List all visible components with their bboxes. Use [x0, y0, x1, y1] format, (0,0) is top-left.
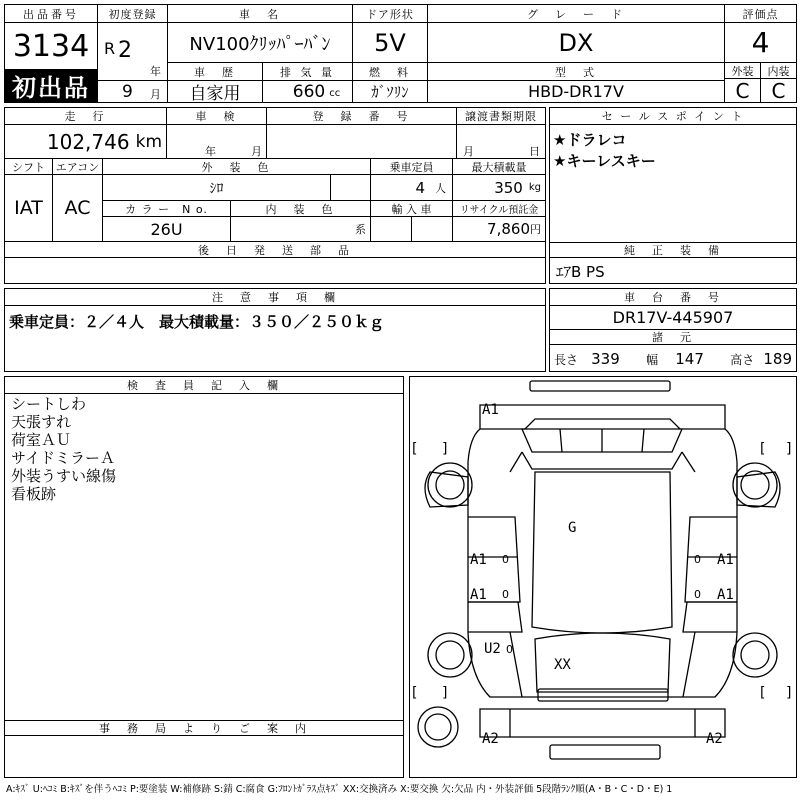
recycle-cell	[453, 217, 545, 242]
bracket-left-2: [	[760, 441, 766, 457]
notice-box	[4, 288, 546, 372]
transfer-label: 譲渡書類期限	[457, 108, 545, 125]
displacement-value: 660	[292, 81, 326, 102]
mileage-cell	[5, 125, 167, 159]
seats-value: 4	[415, 178, 425, 197]
header-table	[4, 4, 797, 103]
height-group	[730, 349, 792, 368]
first-listing-badge: 初出品	[5, 69, 98, 102]
inspection-cell	[167, 125, 267, 159]
seats-unit: 人	[435, 181, 446, 195]
inspector-line-4: サイドミラーＡ	[11, 449, 115, 467]
int-grade: C	[771, 79, 786, 102]
bracket-right-1: ]	[442, 441, 448, 457]
ext-label: 外装	[725, 63, 761, 79]
int-label: 内装	[761, 63, 796, 79]
office-label: 事 務 局 よ り ご 案 内	[5, 720, 403, 736]
mark-left-rear-door: A1	[470, 587, 487, 603]
recycle-label: リサイクル預託金	[453, 201, 545, 217]
colorno-label: カ ラ ー N o.	[103, 201, 231, 217]
transfer-cell	[457, 125, 545, 159]
inspection-year-unit: 年	[205, 145, 216, 158]
displacement-cell	[263, 81, 353, 102]
plate-label: 登 録 番 号	[267, 108, 457, 125]
interior-label: 内 装 色	[231, 201, 371, 217]
interior-unit: 系	[355, 223, 366, 236]
color-spare	[331, 175, 371, 201]
fuel-value: ｶﾞｿﾘﾝ	[353, 81, 428, 102]
mark-roof: G	[568, 520, 577, 536]
mark-right-front-door: A1	[717, 552, 734, 568]
score-label: 評価点	[725, 5, 796, 23]
bracket-left-3: [	[412, 685, 418, 701]
door-marker-lr: 0	[502, 588, 509, 601]
history-value: 自家用	[168, 81, 263, 102]
ac-value: AC	[53, 175, 103, 242]
seats-cell	[371, 175, 453, 201]
inspector-line-5: 外装うすい線傷	[11, 467, 117, 485]
length-value: 339	[591, 349, 620, 368]
door-marker-lf: 0	[502, 553, 509, 566]
transfer-day-unit: 日	[529, 145, 540, 158]
bracket-right-4: ]	[786, 685, 792, 701]
colorno-value: 26U	[103, 217, 231, 242]
reg-label: 初度登録	[98, 5, 168, 23]
ac-label: エアコン	[53, 159, 103, 175]
equip-value: ｴｱB PS	[556, 263, 605, 281]
grade-label: グ レ ー ド	[428, 5, 725, 23]
ext-grade: C	[725, 79, 761, 102]
inspector-line-2: 天張すれ	[11, 413, 72, 431]
specs-table	[4, 107, 546, 284]
doors-label: ドア形状	[353, 5, 428, 23]
mark-rear-glass: XX	[554, 657, 571, 673]
width-label: 幅	[646, 352, 659, 367]
reg-month: 9	[122, 82, 133, 102]
sales-points	[549, 107, 797, 284]
recycle-unit: 円	[530, 223, 541, 236]
delivery-value	[5, 258, 545, 283]
name-label: 車 名	[168, 5, 353, 23]
notice-text: 乗車定員：２／４人 最大積載量：３５０／２５０ｋｇ	[9, 313, 385, 331]
load-cell	[453, 175, 545, 201]
recycle-value: 7,860	[487, 220, 530, 238]
length-group	[554, 349, 620, 368]
inspector-box	[4, 376, 404, 778]
height-label: 高さ	[730, 352, 755, 367]
sales-label: セ ー ル ス ポ イ ン ト	[550, 108, 796, 125]
car-outline-diagram	[410, 377, 795, 776]
load-value: 350	[494, 178, 523, 197]
plate-value	[267, 125, 457, 159]
bracket-left-4: [	[760, 685, 766, 701]
reg-year-unit: 年	[150, 65, 161, 78]
sales-point-1: ★ドラレコ	[553, 131, 627, 149]
inspector-line-6: 看板跡	[11, 485, 57, 503]
reg-cell	[98, 23, 168, 81]
length-label: 長さ	[554, 352, 579, 367]
doors-value: 5V	[353, 23, 428, 63]
inspection-month-unit: 月	[251, 145, 262, 158]
bracket-right-3: ]	[442, 685, 448, 701]
reg-month-unit: 月	[150, 88, 161, 101]
mark-rear-right: A2	[706, 731, 723, 747]
import-b	[412, 217, 453, 242]
model-code: HBD-DR17V	[428, 81, 725, 102]
dims-label: 諸 元	[550, 330, 796, 345]
door-marker-rr: 0	[694, 588, 701, 601]
shift-value: IAT	[5, 175, 53, 242]
notice-label: 注 意 事 項 欄	[5, 289, 545, 306]
load-label: 最大積載量	[453, 159, 545, 175]
lot-number: 3134	[5, 23, 98, 69]
interior-cell	[231, 217, 371, 242]
door-marker-rf: 0	[694, 553, 701, 566]
chassis-box	[549, 288, 797, 372]
inspection-label: 車 検	[167, 108, 267, 125]
door-marker-lq: 0	[506, 643, 513, 656]
reg-year: 2	[118, 38, 132, 63]
load-unit: kg	[528, 182, 541, 193]
bracket-right-2: ]	[786, 441, 792, 457]
height-value: 189	[763, 349, 792, 368]
equip-label: 純 正 装 備	[550, 242, 796, 258]
reg-era: R	[104, 39, 116, 58]
chassis-label: 車 台 番 号	[550, 289, 796, 306]
model-label: 型 式	[428, 63, 725, 81]
lot-label: 出品番号	[5, 5, 98, 23]
dims-row	[550, 345, 796, 371]
grade-value: DX	[428, 23, 725, 63]
width-value: 147	[675, 349, 704, 368]
inspector-line-1: シートしわ	[11, 395, 87, 413]
transfer-month-unit: 月	[463, 145, 474, 158]
mileage-unit: km	[135, 131, 162, 152]
shift-label: シフト	[5, 159, 53, 175]
chassis-number: DR17V-445907	[550, 306, 796, 330]
inspector-label: 検 査 員 記 入 欄	[5, 377, 403, 394]
width-group	[646, 349, 704, 368]
bracket-left-1: [	[412, 441, 418, 457]
color-value: ｼﾛ	[103, 175, 331, 201]
delivery-label: 後 日 発 送 部 品	[5, 242, 545, 258]
sales-point-2: ★キーレスキー	[553, 152, 656, 170]
import-label: 輸 入 車	[371, 201, 453, 217]
displacement-unit: cc	[329, 88, 341, 99]
mark-left-front-door: A1	[470, 552, 487, 568]
inspector-line-3: 荷室ＡＵ	[11, 431, 72, 449]
mark-left-quarter: U2	[484, 641, 501, 657]
mileage-value: 102,746	[46, 129, 130, 154]
mark-front: A1	[482, 402, 499, 418]
displacement-label: 排 気 量	[263, 63, 353, 81]
mark-right-rear-door: A1	[717, 587, 734, 603]
car-name: NV100ｸﾘｯﾊﾟｰﾊﾞﾝ	[168, 23, 353, 63]
score-value: 4	[725, 23, 796, 63]
car-diagram	[409, 376, 797, 778]
mileage-label: 走 行	[5, 108, 167, 125]
mark-rear-left: A2	[482, 731, 499, 747]
color-label: 外 装 色	[103, 159, 371, 175]
reg-month-cell	[98, 81, 168, 102]
history-label: 車 歴	[168, 63, 263, 81]
fuel-label: 燃 料	[353, 63, 428, 81]
import-a	[371, 217, 412, 242]
legend: A:ｷｽﾞ U:ﾍｺﾐ B:ｷｽﾞを伴うﾍｺﾐ P:要塗装 W:補修跡 S:錆 C:腐食 G:ﾌﾛﾝﾄｶﾞﾗｽ点ｷｽﾞ XX:交換済み X:要交換 欠:欠品 内・外装評価 5段階ﾗﾝｸ順(A・B・C・D・E) 1	[6, 784, 673, 795]
seats-label: 乗車定員	[371, 159, 453, 175]
